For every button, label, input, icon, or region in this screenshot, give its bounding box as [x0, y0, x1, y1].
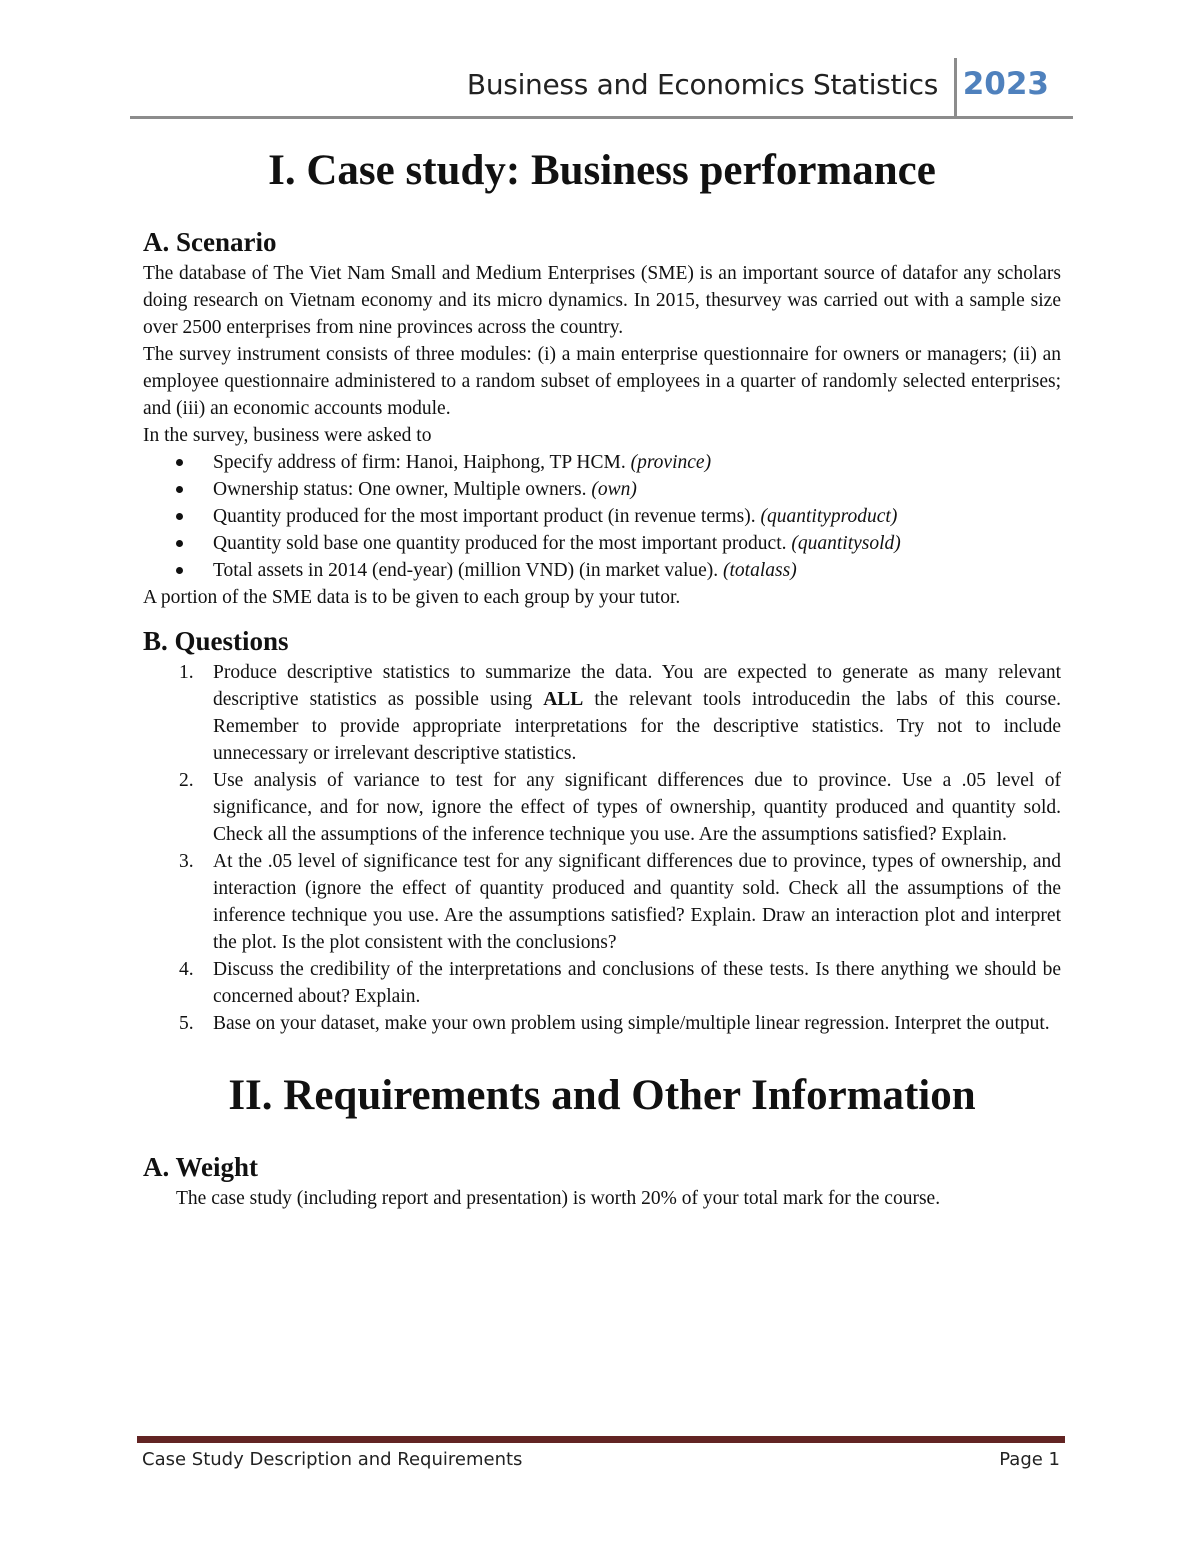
question-item: [143, 1010, 1061, 1037]
variable-tag: (province): [630, 452, 712, 473]
question-item: [143, 767, 1061, 848]
question-text: Base on your dataset, make your own problem using simple/multiple linear regression. Interpret the output.: [213, 1013, 1050, 1034]
footer-divider: [137, 1436, 1065, 1443]
question-text: Produce descriptive statistics to summarize the data. You are expected to generate as many relevant descriptive statistics as possible using: [213, 662, 1061, 710]
weight-text: The case study (including report and presentation) is worth 20% of your total mark for the course.: [176, 1188, 941, 1209]
page-header: [130, 58, 1073, 119]
question-item: [143, 659, 1061, 767]
question-number: 3.: [179, 851, 194, 872]
question-text: Use analysis of variance to test for any significant differences due to province. Use a .05 level of significance, and for now, ignore the effect of types of ownership, quantity produced and quantity sold. Check all the assumptions of the inference technique you use. Are the assumptions satisfied? Explain.: [213, 770, 1061, 845]
bullet-icon: [176, 459, 183, 466]
bullet-icon: [176, 513, 183, 520]
question-number: 2.: [179, 770, 194, 791]
header-divider: [954, 58, 957, 116]
survey-variables-list: [143, 449, 1061, 584]
bullet-icon: [176, 540, 183, 547]
weight-heading: A. Weight: [143, 1152, 259, 1182]
variable-tag: (own): [591, 479, 637, 500]
list-item: [143, 476, 1061, 503]
section-2-heading: II. Requirements and Other Information: [228, 1072, 976, 1119]
question-emphasis: ALL: [543, 689, 584, 710]
question-item: [143, 848, 1061, 956]
list-item-text: Total assets in 2014 (end-year) (million VND) (in market value).: [213, 560, 724, 581]
list-item-text: Ownership status: One owner, Multiple owners.: [213, 479, 592, 500]
questions-list: [143, 659, 1061, 1037]
page-number: Page 1: [999, 1449, 1060, 1470]
scenario-paragraph-1: The database of The Viet Nam Small and Medium Enterprises (SME) is an important source of datafor any scholars doing research on Vietnam economy and its micro dynamics. In 2015, thesurvey was carried out with a sample size over 2500 enterprises from nine provinces across the country.: [143, 263, 1061, 338]
question-text: the relevant tools introducedin the labs of this course. Remember to provide appropriate interpretations for the descriptive statistics. Try not to include unnecessary or irrelevant descriptive statistics.: [213, 689, 1061, 764]
header-year: 2023: [962, 66, 1049, 102]
scenario-heading: A. Scenario: [143, 227, 277, 257]
scenario-lead: In the survey, business were asked to: [143, 425, 432, 446]
question-item: [143, 956, 1061, 1010]
scenario-closing: A portion of the SME data is to be given to each group by your tutor.: [143, 587, 681, 608]
list-item-text: Specify address of firm: Hanoi, Haiphong, TP HCM.: [213, 452, 631, 473]
question-number: 5.: [179, 1013, 194, 1034]
question-number: 1.: [179, 662, 194, 683]
question-number: 4.: [179, 959, 194, 980]
variable-tag: (quantitysold): [791, 533, 901, 554]
document-body: [143, 140, 1061, 1212]
list-item-text: Quantity sold base one quantity produced for the most important product.: [213, 533, 792, 554]
question-text: At the .05 level of significance test for any significant differences due to province, types of ownership, and interaction (ignore the effect of quantity produced and quantity sold. Check all the assumptions of the inference technique you use. Are the assumptions satisfied? Explain. Draw an interaction plot and interpret the plot. Is the plot consistent with the conclusions?: [213, 851, 1061, 953]
variable-tag: (quantityproduct): [760, 506, 898, 527]
question-text: Discuss the credibility of the interpretations and conclusions of these tests. Is there anything we should be concerned about? Explain.: [213, 959, 1061, 1007]
header-title: Business and Economics Statistics: [466, 68, 938, 101]
list-item: [143, 530, 1061, 557]
scenario-paragraph-2: The survey instrument consists of three modules: (i) a main enterprise questionnaire for owners or managers; (ii) an employee questionnaire administered to a random subset of employees in a quarter of randomly selected enterprises; and (iii) an economic accounts module.: [143, 344, 1061, 419]
variable-tag: (totalass): [723, 560, 797, 581]
list-item: [143, 557, 1061, 584]
footer-title: Case Study Description and Requirements: [142, 1449, 523, 1470]
list-item: [143, 503, 1061, 530]
section-1-heading: I. Case study: Business performance: [268, 147, 936, 194]
bullet-icon: [176, 486, 183, 493]
bullet-icon: [176, 567, 183, 574]
list-item: [143, 449, 1061, 476]
questions-heading: B. Questions: [143, 626, 289, 656]
list-item-text: Quantity produced for the most important product (in revenue terms).: [213, 506, 761, 527]
